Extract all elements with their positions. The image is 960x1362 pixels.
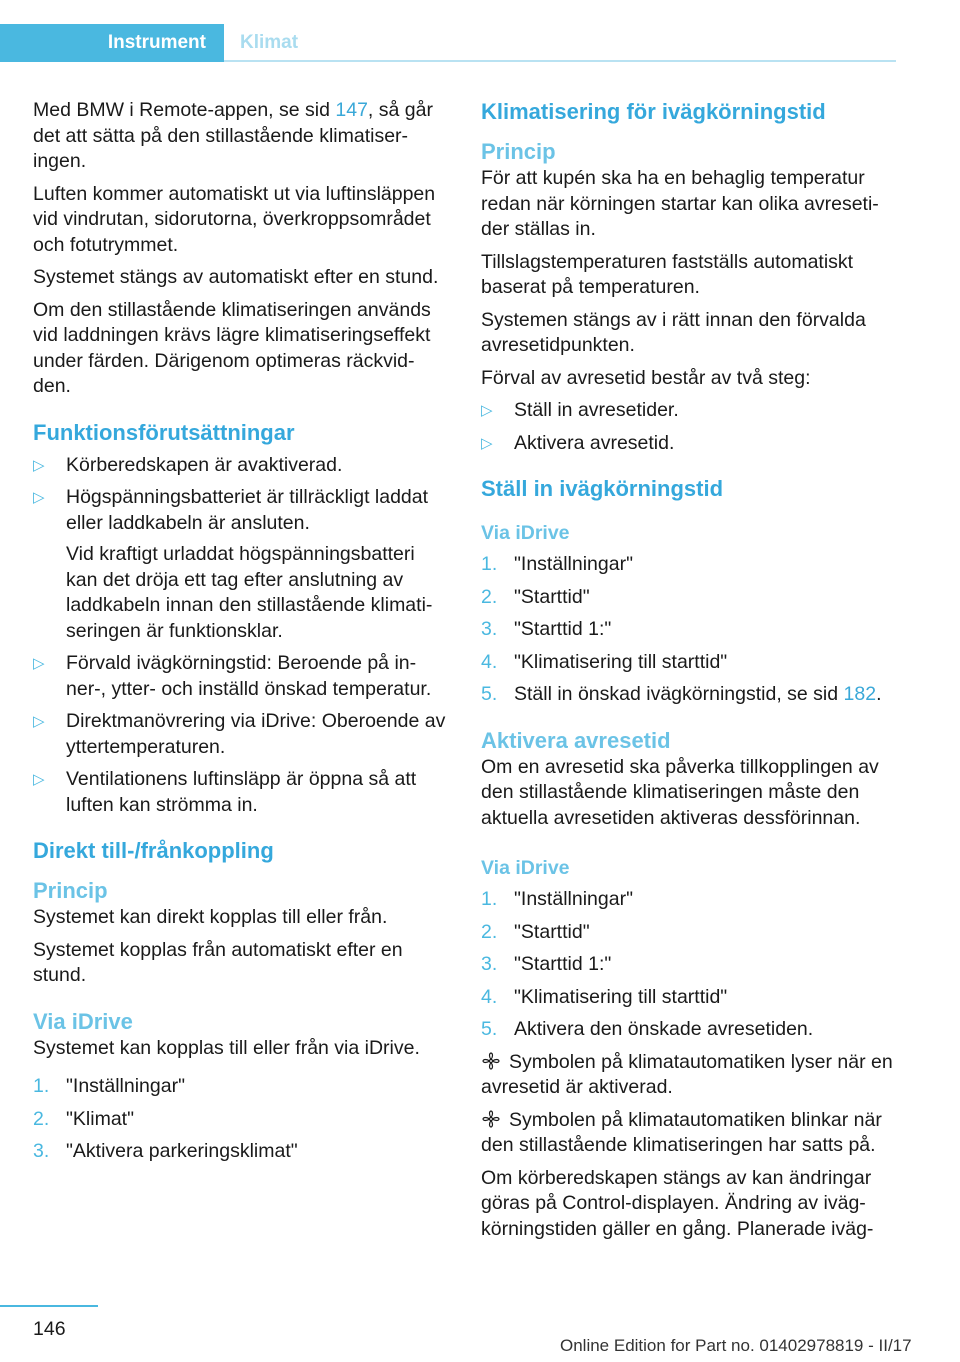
list-item: 1. "Inställningar" — [481, 553, 633, 575]
paragraph-activate: Om en avresetid ska påverka tillkopplingen av den stillastående klimatiseringen måste den aktuella avresetiden aktiveras dessförinnan. — [481, 755, 879, 829]
fan-icon — [481, 1109, 501, 1129]
page-link-147[interactable]: 147 — [335, 99, 368, 121]
heading-princip: Princip — [33, 878, 108, 903]
paragraph-auto-off: Systemet stängs av automatiskt efter en stund. — [33, 266, 439, 288]
heading-aktivera: Aktivera avresetid — [481, 727, 671, 753]
list-item: 3. "Starttid 1:" — [481, 618, 612, 640]
tab-instrument — [0, 24, 224, 62]
page-link-182[interactable]: 182 — [843, 683, 877, 705]
heading-via-idrive: Via iDrive — [33, 1008, 133, 1034]
list-item: 2. "Starttid" — [481, 920, 590, 943]
footer-divider — [0, 1305, 98, 1307]
paragraph-comfort: För att kupén ska ha en behaglig temperatur redan när körningen startar kan olika avreseti-der ställas in. — [481, 167, 879, 240]
list-item: 3. "Aktivera parkeringsklimat" — [33, 1140, 298, 1162]
list-item: ▷ Ställ in avresetider. — [481, 398, 901, 424]
list-item: ▷ Direktmanövrering via iDrive: Oberoende av yttertemperaturen. — [33, 710, 446, 758]
list-item: ▷ Aktivera avresetid. — [481, 431, 901, 457]
left-column — [33, 98, 451, 1172]
edition-label: Online Edition for Part no. 01402978819 - II/17 — [560, 1336, 912, 1355]
right-column — [481, 98, 901, 1249]
paragraph-symbol-blink: Symbolen på klimatautomatiken blinkar när den stillastående klimatiseringen har satts på. — [481, 1108, 882, 1156]
list-item: 2. "Klimat" — [33, 1107, 135, 1130]
paragraph-systems-off: Systemen stängs av i rätt innan den förvalda avresetidpunkten. — [481, 308, 866, 356]
heading-direkt: Direkt till-/frånkoppling — [33, 838, 274, 863]
list-item-note: Vid kraftigt urladdat högspänningsbatteri kan det dröja ett tag efter anslutning av laddkabeln innan den stillastående klimati-seringen är funktionsklar. — [66, 543, 433, 642]
list-item: ▷ Körberedskapen är avaktiverad. — [33, 453, 451, 479]
requirements-list — [33, 453, 451, 819]
triangle-right-icon: ▷ — [33, 655, 45, 672]
triangle-right-icon: ▷ — [481, 402, 493, 419]
triangle-right-icon: ▷ — [33, 771, 45, 788]
list-item: ▷ Högspänningsbatteriet är tillräckligt laddat eller laddkabeln är ansluten. Vid kraftigt urladdat högspänningsbatteri kan det dröja ett tag efter anslutning av laddkabeln innan den stillastående klimati-seringen är funktionsklar. — [33, 485, 451, 644]
list-item: ▷ Förvald ivägkörningstid: Beroende på in-ner-, ytter- och inställd önskad temperatur. — [33, 652, 432, 700]
header-divider — [224, 60, 896, 62]
list-item: 5. Aktivera den önskade avresetiden. — [481, 1018, 814, 1040]
steps-list-2 — [481, 887, 901, 1043]
heading-klimatisering: Klimatisering för ivägkörningstid — [481, 99, 826, 124]
list-item: 2. "Starttid" — [481, 585, 590, 608]
paragraph-direct: Systemet kan direkt kopplas till eller från. — [33, 906, 388, 928]
paragraph-air-outlets: Luften kommer automatiskt ut via luftinsläppen vid vindrutan, sidorutorna, överkroppsområdet och fotutrymmet. — [33, 182, 436, 256]
heading-via-idrive-1: Via iDrive — [481, 522, 570, 544]
heading-princip-right: Princip — [481, 139, 556, 164]
steps-list-1 — [481, 552, 901, 708]
list-item: 1. "Inställningar" — [481, 888, 633, 910]
paragraph-switch-temp: Tillslagstemperaturen fastställs automatiskt baserat på temperaturen. — [481, 250, 854, 298]
list-item: 3. "Starttid 1:" — [481, 953, 612, 975]
heading-stall-in: Ställ in ivägkörningstid — [481, 476, 724, 501]
paragraph-range: Om den stillastående klimatiseringen används vid laddningen krävs lägre klimatiseringseffekt under färden. Därigenom optimeras räckvid-den. — [33, 298, 431, 397]
paragraph-via-idrive: Systemet kan kopplas till eller från via iDrive. — [33, 1036, 420, 1059]
list-item: 5. Ställ in önskad ivägkörningstid, se sid 182. — [481, 683, 882, 705]
list-item: 4. "Klimatisering till starttid" — [481, 985, 728, 1008]
triangle-right-icon: ▷ — [33, 713, 45, 730]
page-number: 146 — [33, 1318, 66, 1340]
paragraph-remote-app: Med BMW i Remote-appen, se sid 147, så går det att sätta på den stillastående klimatiser-ingen. — [33, 99, 433, 172]
triangle-right-icon: ▷ — [33, 489, 45, 506]
paragraph-auto-off-2: Systemet kopplas från automatiskt efter en stund. — [33, 938, 403, 986]
triangle-right-icon: ▷ — [33, 456, 45, 474]
steps-list — [33, 1074, 451, 1165]
tab-klimat: Klimat — [240, 32, 299, 53]
page-header — [0, 0, 960, 62]
paragraph-control-display: Om körberedskapen stängs av kan ändringar göras på Control-displayen. Ändring av iväg-körningstiden gäller en gång. Planerade iväg- — [481, 1166, 874, 1240]
list-item: 4. "Klimatisering till starttid" — [481, 650, 728, 673]
list-item: 1. "Inställningar" — [33, 1075, 185, 1097]
fan-icon — [481, 1051, 501, 1071]
paragraph-two-steps: Förval av avresetid består av två steg: — [481, 366, 811, 389]
heading-funktionsforutsattningar: Funktionsförutsättningar — [33, 419, 295, 445]
heading-via-idrive-2: Via iDrive — [481, 857, 570, 879]
list-item: ▷ Ventilationens luftinsläpp är öppna så att luften kan strömma in. — [33, 768, 417, 816]
triangle-right-icon: ▷ — [481, 434, 493, 452]
tab-instrument-label: Instrument — [107, 32, 206, 53]
two-steps-list — [481, 398, 901, 456]
paragraph-symbol-lit: Symbolen på klimatautomatiken lyser när en avresetid är aktiverad. — [481, 1050, 893, 1098]
